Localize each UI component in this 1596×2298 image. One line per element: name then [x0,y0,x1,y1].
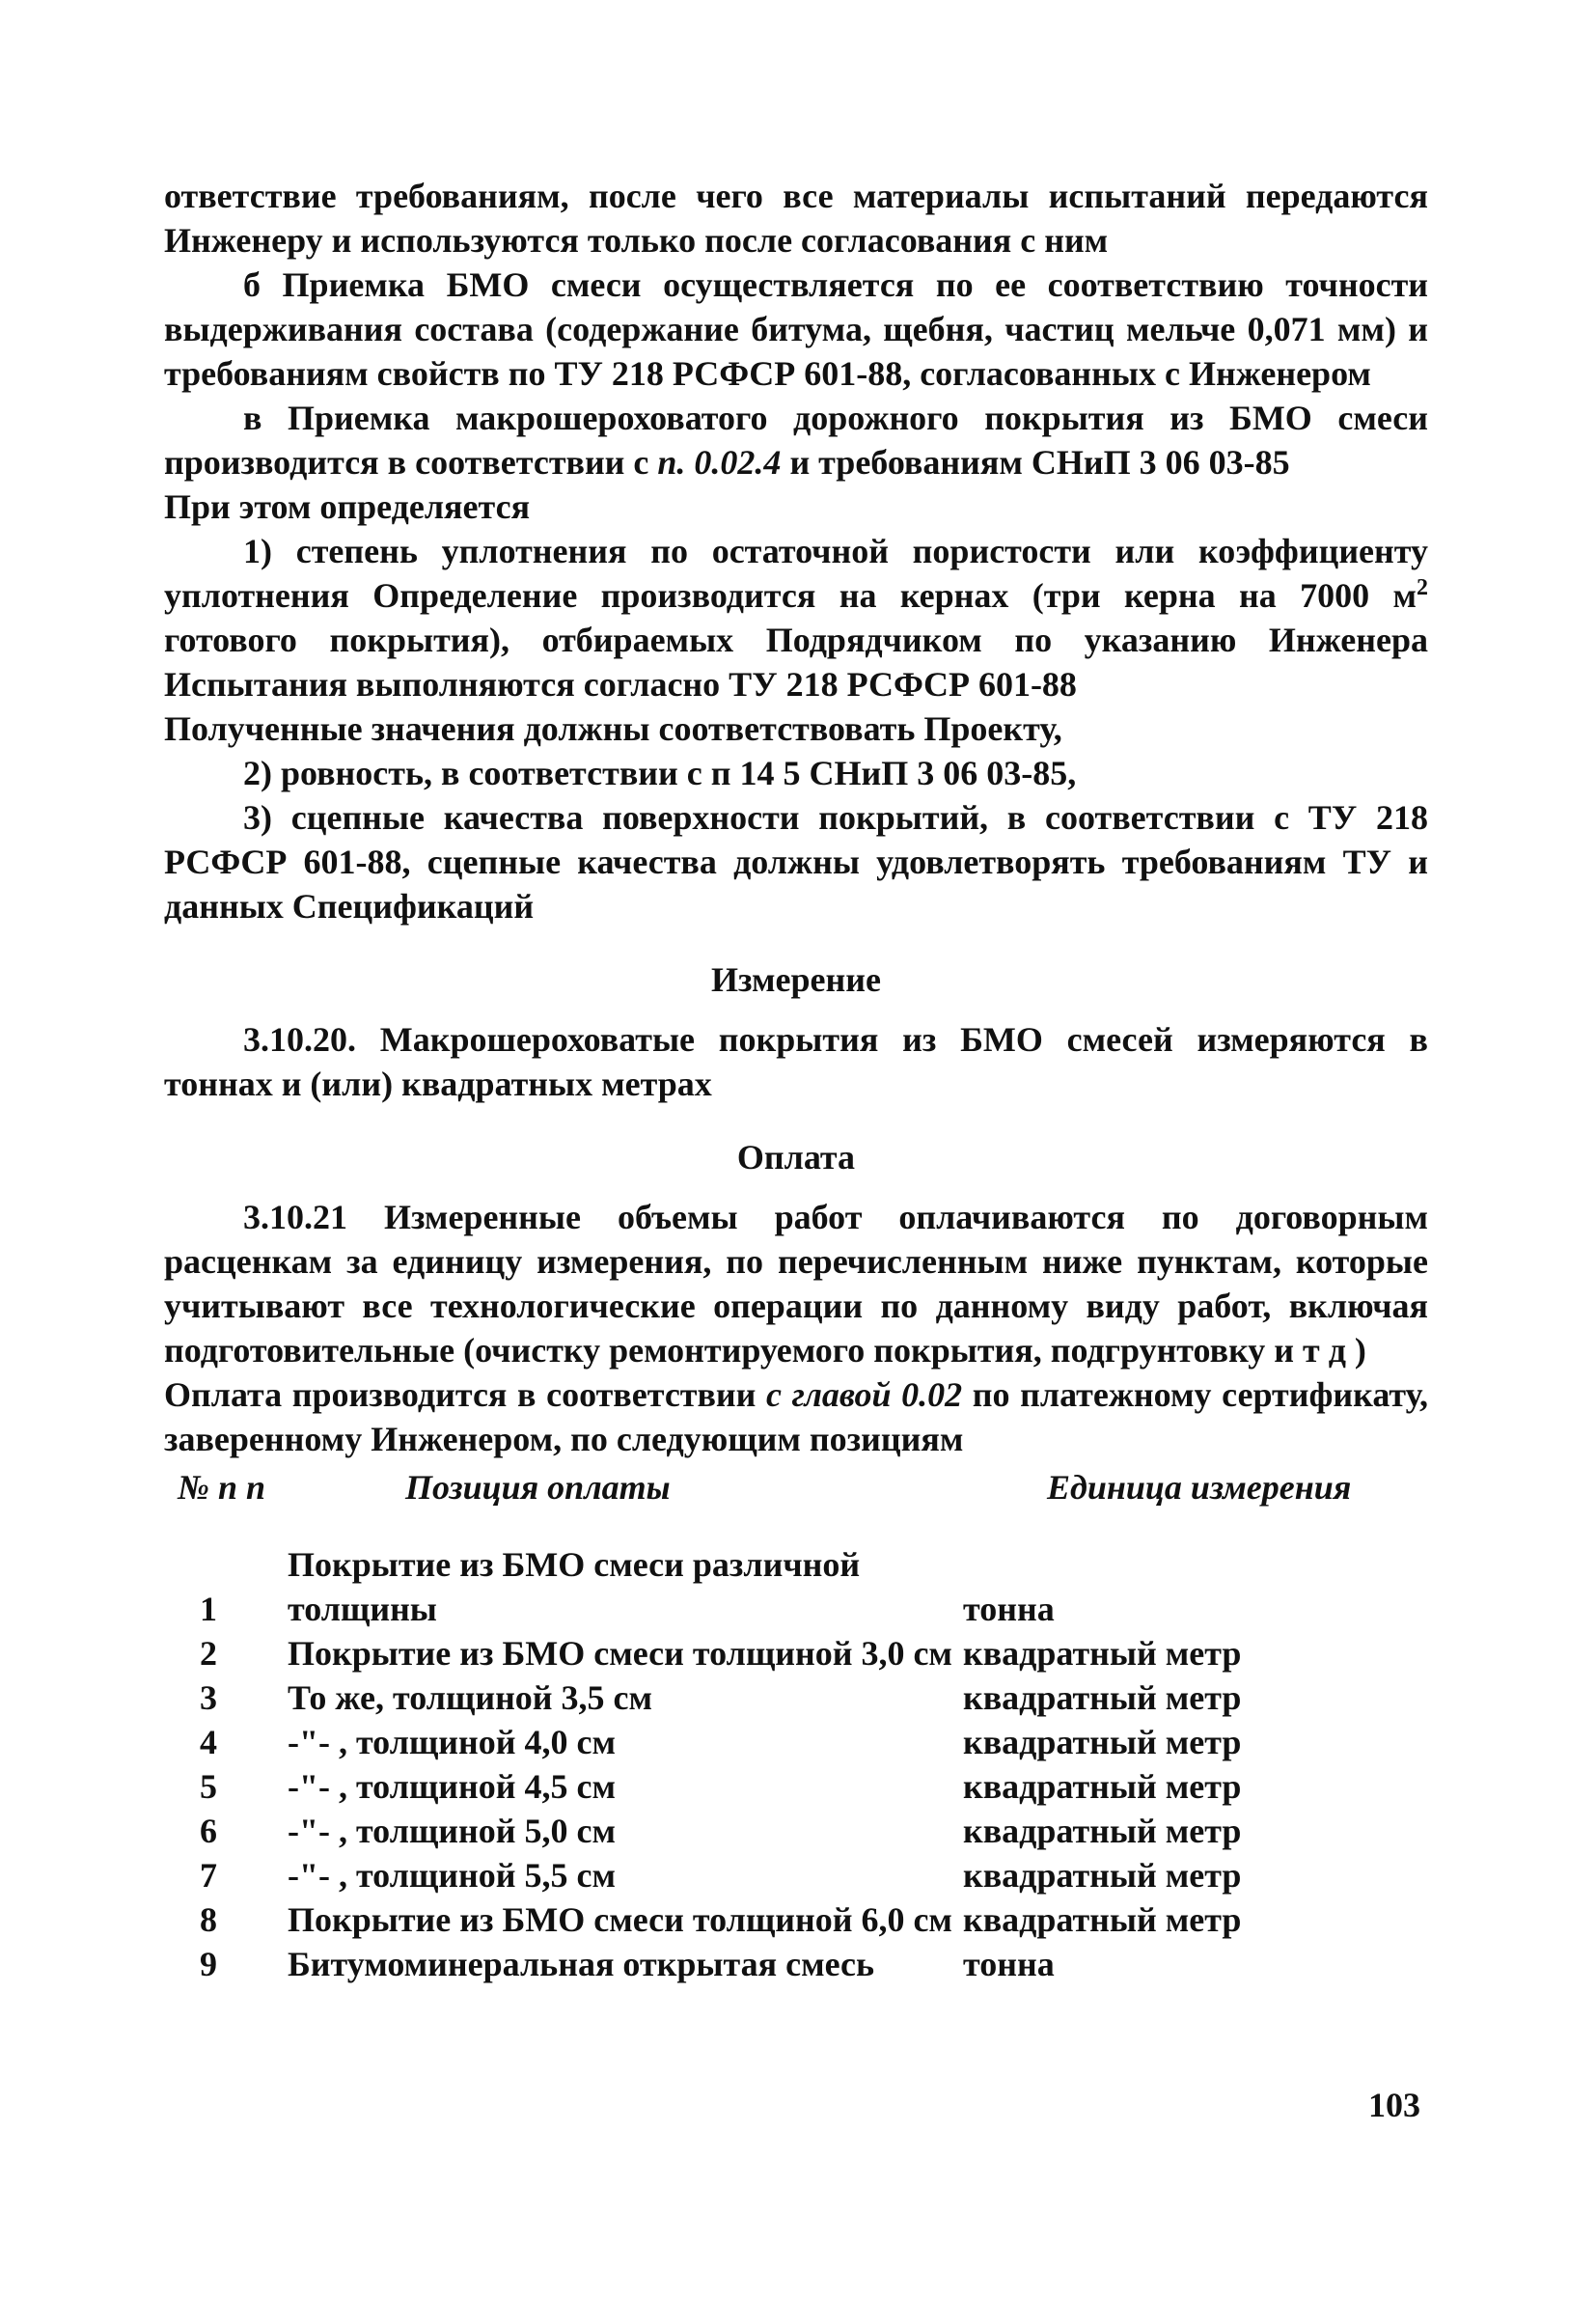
row-unit: тонна [963,1945,1055,1983]
page-number: 103 [1368,2086,1420,2124]
paragraph-continuation: ответствие требованиям, после чего все материалы испытаний передаются Инженеру и используются только после согласования с ним [164,177,1428,260]
payment-table [164,1542,1428,1986]
row-unit: квадратный метр [963,1767,1242,1806]
row-number: 6 [200,1812,217,1850]
table-row [164,1809,1428,1853]
column-header-number: № п п [178,1468,265,1507]
heading-payment: Оплата [736,1138,856,1177]
row-position: -"- , толщиной 5,5 см [288,1856,617,1895]
row-position: Битумоминеральная открытая смесь [288,1945,875,1983]
row-position: Покрытие из БМО смеси толщиной 6,0 см [288,1900,952,1939]
table-row [164,1675,1428,1720]
paragraph-acceptance-surface [164,396,1428,485]
row-position: Покрытие из БМО смеси толщиной 3,0 см [288,1634,952,1673]
row-position: -"- , толщиной 4,0 см [288,1723,617,1761]
paragraph-determined: При этом определяется [164,487,531,526]
paragraph-measurement: 3.10.20. Макрошероховатые покрытия из БМО смесей измеряются в тоннах и (или) квадратных метрах [164,1020,1428,1103]
row-position: -"- , толщиной 5,0 см [288,1812,617,1850]
paragraph-payment: 3.10.21 Измеренные объемы работ оплачиваются по договорным расценкам за единицу измерения, по перечисленным ниже пунктам, которые учитывают все технологические операции по данному виду работ, включая подготовительные (очистку ремонтируемого покрытия, подгрунтовку и т д ) [164,1198,1428,1370]
paragraph-acceptance-mix: б Приемка БМО смеси осуществляется по ее соответствию точности выдерживания состава (содержание битума, щебня, частиц мельче 0,071 мм) и требованиям свойств по ТУ 218 РСФСР 601-88, согласованных с Инженером [164,265,1428,393]
table-row [164,1764,1428,1809]
row-number: 9 [200,1945,217,1983]
row-position: -"- , толщиной 4,5 см [288,1767,617,1806]
row-number: 4 [200,1723,217,1761]
row-unit: квадратный метр [963,1634,1242,1673]
row-unit: квадратный метр [963,1900,1242,1939]
section-reference: п. 0.02.4 [657,443,782,482]
column-header-unit: Единица измерения [1047,1468,1352,1507]
table-row [164,1720,1428,1764]
table-row [164,1942,1428,1986]
payment-basis-tail: по платежному сертификату, заверенному Инженером, по следующим позициям [164,1375,1429,1458]
row-unit: квадратный метр [963,1723,1242,1761]
row-unit: квадратный метр [963,1856,1242,1895]
list-item-evenness: 2) ровность, в соответствии с п 14 5 СНиП 3 06 03-85, [243,754,1077,792]
paragraph-acceptance-surface-tail: и требованиям СНиП 3 06 03-85 [781,443,1290,482]
row-unit: тонна [963,1590,1055,1628]
row-number: 2 [200,1634,217,1673]
compaction-text-tail: готового покрытия), отбираемых Подрядчиком по указанию Инженера Испытания выполняются согласно ТУ 218 РСФСР 601-88 [164,621,1428,704]
chapter-reference: с главой 0.02 [766,1375,963,1414]
table-row [164,1853,1428,1897]
row-unit: квадратный метр [963,1678,1242,1717]
row-number: 7 [200,1856,217,1895]
paragraph-values: Полученные значения должны соответствовать Проекту, [164,709,1062,748]
list-item-adhesion: 3) сцепные качества поверхности покрытий, в соответствии с ТУ 218 РСФСР 601-88, сцепные качества должны удовлетворять требованиям ТУ и данных Спецификаций [164,798,1428,926]
document-page [164,174,1428,1986]
row-position: То же, толщиной 3,5 см [288,1678,653,1717]
compaction-text: 1) степень уплотнения по остаточной пористости или коэффициенту уплотнения Определение производится на кернах (три керна на 7000 м [164,532,1428,615]
row-unit: квадратный метр [963,1812,1242,1850]
row-number: 8 [200,1900,217,1939]
paragraph-payment-basis [164,1372,1428,1461]
table-header [164,1465,1428,1509]
payment-basis-text: Оплата производится в соответствии [164,1375,767,1414]
column-header-position: Позиция оплаты [405,1468,671,1507]
paragraph-acceptance-surface-text: в Приемка макрошероховатого дорожного покрытия из БМО смеси производится в соответствии с [164,399,1428,482]
row-number: 5 [200,1767,217,1806]
heading-measurement: Измерение [711,960,881,999]
superscript: 2 [1417,575,1428,600]
list-item-compaction [164,529,1428,706]
row-position: Покрытие из БМО смеси различной толщины [288,1545,861,1628]
row-number: 1 [200,1590,217,1628]
table-row [164,1897,1428,1942]
row-number: 3 [200,1678,217,1717]
table-row [164,1542,1428,1631]
table-row [164,1631,1428,1675]
